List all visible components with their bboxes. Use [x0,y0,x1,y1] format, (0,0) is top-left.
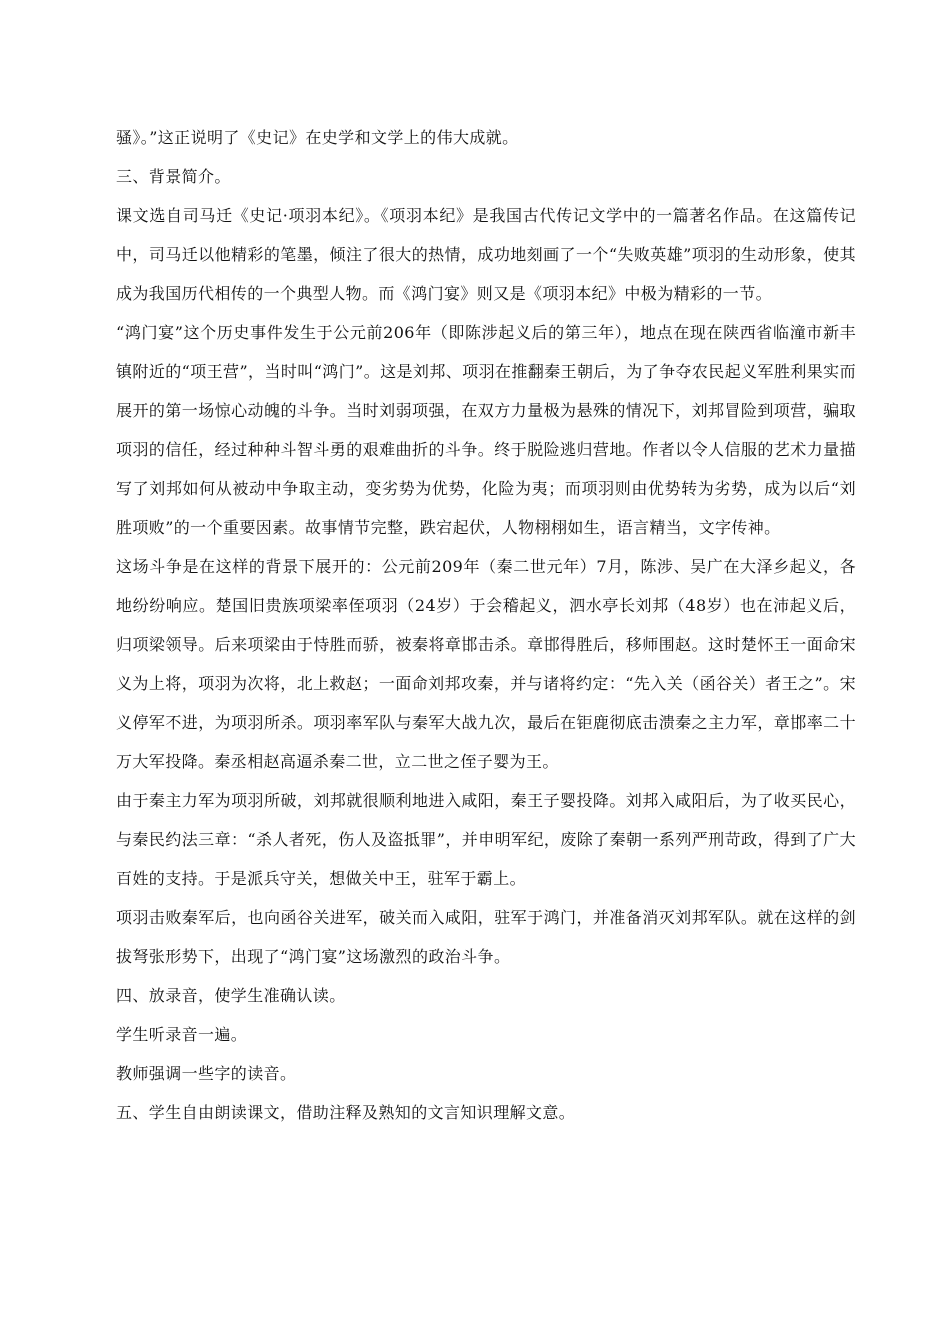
document-body [116,118,856,1132]
paragraph-context: 这场斗争是在这样的背景下展开的：公元前209年（秦二世元年）7月，陈涉、吴广在大泽乡起义，各地纷纷响应。楚国旧贵族项梁率侄项羽（24岁）于会稽起义，泗水亭长刘邦（48岁）也在沛起义后，归项梁领导。后来项梁由于恃胜而骄，被秦将章邯击杀。章邯得胜后，移师围赵。这时楚怀王一面命宋义为上将，项羽为次将，北上救赵；一面命刘邦攻秦，并与诸将约定：“先入关（函谷关）者王之”。宋义停军不进，为项羽所杀。项羽率军队与秦军大战九次，最后在钜鹿彻底击溃秦之主力军，章邯率二十万大军投降。秦丞相赵高逼杀秦二世，立二世之侄子婴为王。 [116,557,856,771]
paragraph-xiang-yu: 项羽击败秦军后，也向函谷关进军，破关而入咸阳，驻军于鸿门，并准备消灭刘邦军队。就在这样的剑拔弩张形势下，出现了“鸿门宴”这场激烈的政治斗争。 [116,908,856,966]
paragraph-intro-continuation: 骚》。”这正说明了《史记》在史学和文学上的伟大成就。 [116,128,519,147]
step-listen: 学生听录音一遍。 [116,1025,248,1044]
paragraph-source: 课文选自司马迁《史记·项羽本纪》。《项羽本纪》是我国古代传记文学中的一篇著名作品。在这篇传记中，司马迁以他精彩的笔墨，倾注了很大的热情，成功地刻画了一个“失败英雄”项羽的生动形象，使其成为我国历代相传的一个典型人物。而《鸿门宴》则又是《项羽本纪》中极为精彩的一节。 [116,206,856,303]
paragraph-event: “鸿门宴”这个历史事件发生于公元前206年（即陈涉起义后的第三年），地点在现在陕西省临潼市新丰镇附近的“项王营”，当时叫“鸿门”。这是刘邦、项羽在推翻秦王朝后，为了争夺农民起义军胜利果实而展开的第一场惊心动魄的斗争。当时刘弱项强，在双方力量极为悬殊的情况下，刘邦冒险到项营，骗取项羽的信任，经过种种斗智斗勇的艰难曲折的斗争。终于脱险逃归营地。作者以令人信服的艺术力量描写了刘邦如何从被动中争取主动，变劣势为优势，化险为夷；而项羽则由优势转为劣势，成为以后“刘胜项败”的一个重要因素。故事情节完整，跌宕起伏，人物栩栩如生，语言精当，文字传神。 [116,323,856,537]
section-heading-reading: 五、学生自由朗读课文，借助注释及熟知的文言知识理解文意。 [116,1103,576,1122]
paragraph-liu-bang: 由于秦主力军为项羽所破，刘邦就很顺利地进入咸阳，秦王子婴投降。刘邦入咸阳后，为了收买民心，与秦民约法三章：“杀人者死，伤人及盗抵罪”，并申明军纪，废除了秦朝一系列严刑苛政，得到了广大百姓的支持。于是派兵守关，想做关中王，驻军于霸上。 [116,791,856,888]
step-pronunciation: 教师强调一些字的读音。 [116,1064,297,1083]
section-heading-recording: 四、放录音，使学生准确认读。 [116,986,346,1005]
section-heading-background: 三、背景简介。 [116,167,231,186]
